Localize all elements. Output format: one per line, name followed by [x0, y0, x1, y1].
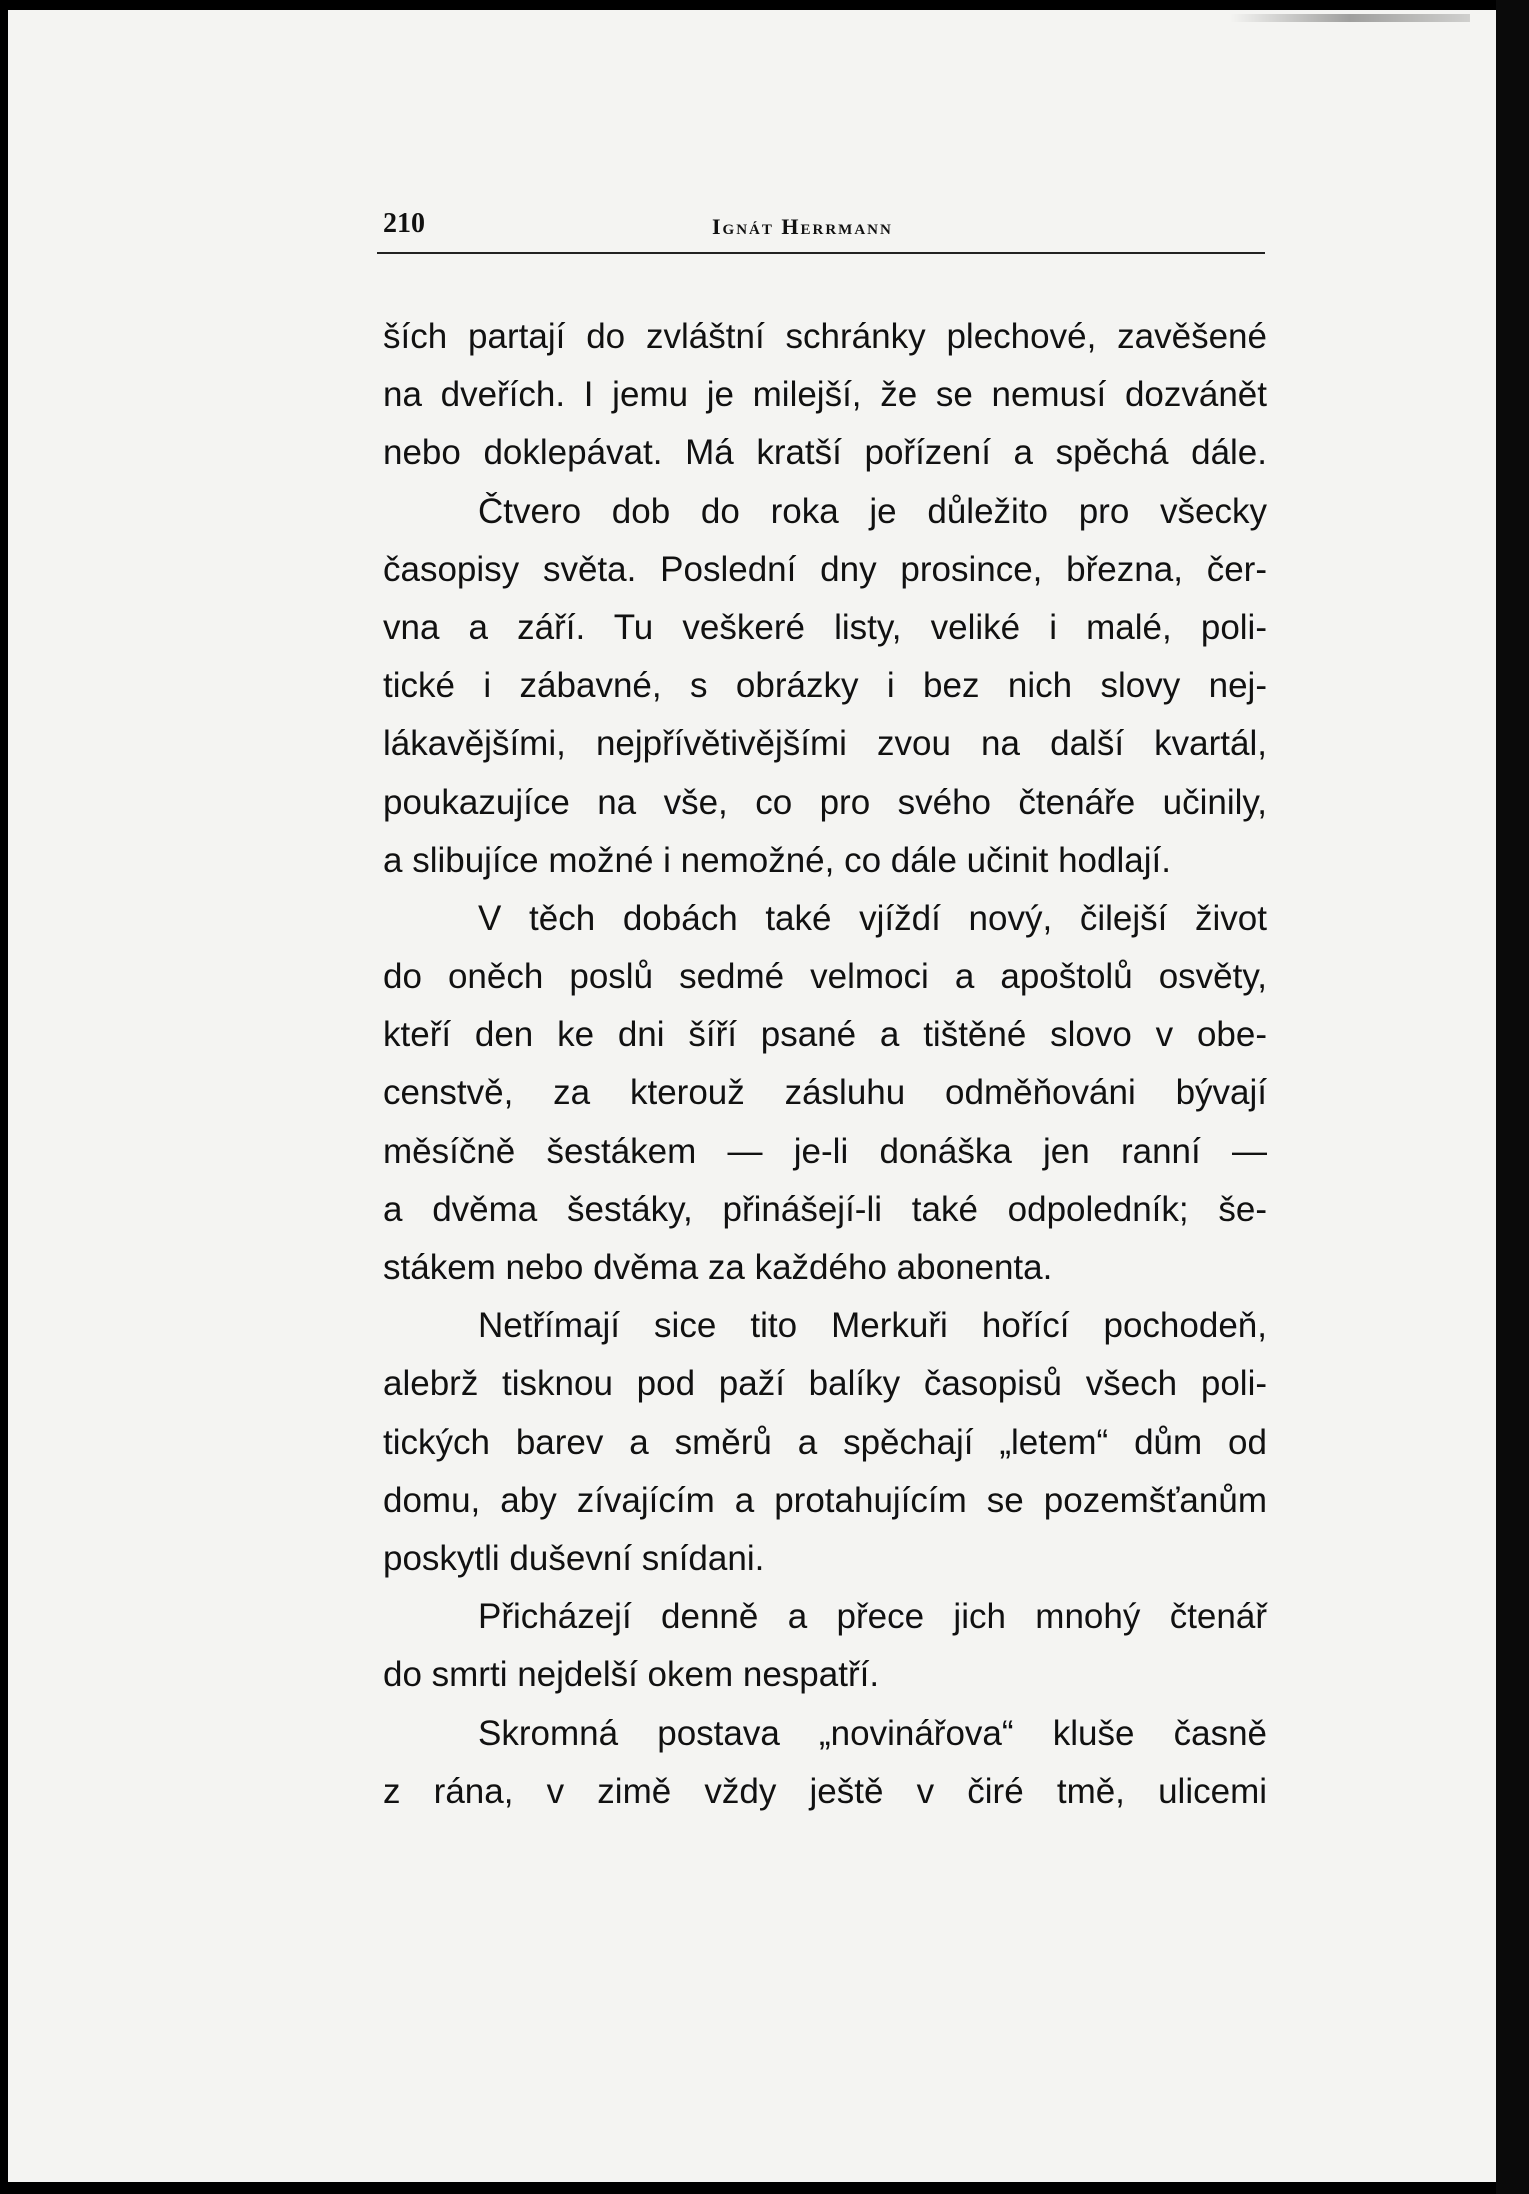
- text-line: do smrti nejdelší okem nespatří.: [383, 1655, 880, 1695]
- text-line: do oněch poslů sedmé velmoci a apoštolů osvěty,: [383, 957, 1267, 997]
- text-line: tických barev a směrů a spěchají „letem“ dům od: [383, 1422, 1267, 1462]
- text-line: měsíčně šestákem — je-li donáška jen ranní —: [383, 1131, 1267, 1171]
- body-text: [383, 308, 1267, 1821]
- text-line: vna a září. Tu veškeré listy, veliké i malé, poli-: [383, 607, 1267, 647]
- scan-top-smudge: [1230, 14, 1470, 22]
- text-line: Skromná postava „novinářova“ kluše časně: [478, 1713, 1267, 1753]
- text-line: poskytli duševní snídani.: [383, 1538, 765, 1578]
- text-line: a dvěma šestáky, přinášejí-li také odpoledník; še-: [383, 1189, 1267, 1229]
- running-head: Ignát Herrmann: [712, 214, 893, 239]
- page-number: 210: [383, 208, 425, 239]
- text-line: stákem nebo dvěma za každého abonenta.: [383, 1248, 1053, 1287]
- text-line: tické i zábavné, s obrázky i bez nich slovy nej-: [383, 666, 1267, 706]
- text-line: nebo doklepávat. Má kratší pořízení a spěchá dále.: [383, 433, 1267, 473]
- text-line: domu, aby zívajícím a protahujícím se pozemšťanům: [383, 1480, 1267, 1520]
- scan-right-border: [1496, 0, 1529, 2194]
- text-line: z rána, v zimě vždy ještě v čiré tmě, ulicemi: [383, 1771, 1267, 1811]
- text-line: V těch dobách také vjíždí nový, čilejší život: [478, 898, 1267, 938]
- text-line: poukazujíce na vše, co pro svého čtenáře učinily,: [383, 782, 1267, 822]
- page-header: [377, 208, 1265, 254]
- text-line: lákavějšími, nejpřívětivějšími zvou na další kvartál,: [383, 724, 1267, 764]
- text-line: ších partají do zvláštní schránky plechové, zavěšené: [383, 317, 1267, 356]
- text-line: na dveřích. I jemu je milejší, že se nemusí dozvánět: [383, 375, 1267, 415]
- text-line: kteří den ke dni šíří psané a tištěné slovo v obe-: [383, 1015, 1267, 1055]
- text-line: Přicházejí denně a přece jich mnohý čtenář: [478, 1597, 1267, 1637]
- text-line: censtvě, za kterouž zásluhu odměňováni bývají: [383, 1073, 1267, 1113]
- text-line: Čtvero dob do roka je důležito pro všecky: [478, 491, 1267, 531]
- text-line: a slibujíce možné i nemožné, co dále učinit hodlají.: [383, 840, 1171, 880]
- text-line: alebrž tisknou pod paží balíky časopisů všech poli-: [383, 1364, 1267, 1404]
- text-line: časopisy světa. Poslední dny prosince, března, čer-: [383, 549, 1267, 589]
- text-line: Netřímají sice tito Merkuři hořící pochodeň,: [478, 1306, 1267, 1346]
